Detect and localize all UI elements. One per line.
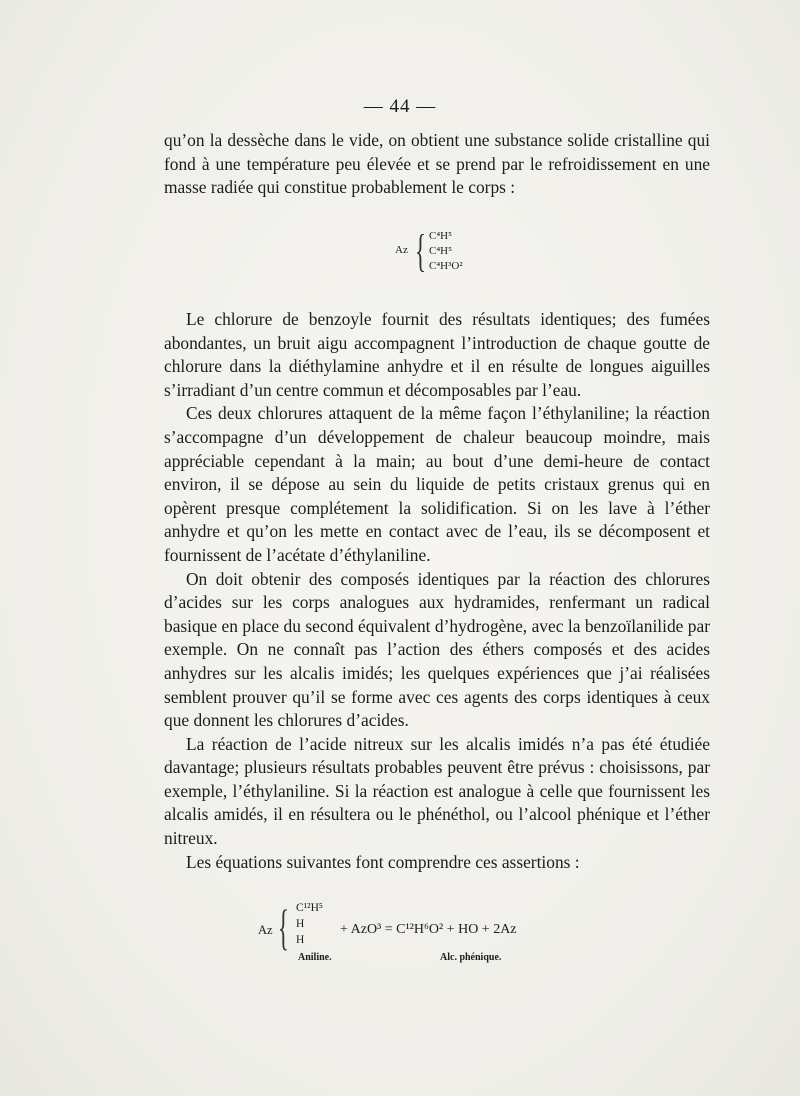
paragraph: qu’on la dessèche dans le vide, on obtient une substance solide cristalline qui fond à une température peu élevée et se prend par le refroidissement en une masse radiée qui constitue probablement le corps :: [164, 130, 710, 198]
text-block-top: [164, 129, 710, 200]
formula-row: C⁴H⁵: [429, 230, 452, 242]
equation-rhs: + AzO³ = C¹²H⁶O² + HO + 2Az: [340, 922, 517, 937]
paragraph: Ces deux chlorures attaquent de la même façon l’éthylaniline; la réaction s’accompagne d’un développement de chaleur beaucoup moindre, mais appréciable cependant à la main; au bout d’une demi-heure de contact environ, il se dépose au sein du liquide de petits cristaux grenus qui en opèrent presque complétement la solidification. Si on les lave à l’éther anhydre et qu’on les mette en contact avec de l’eau, ils se décomposent et fournissent de l’acétate d’éthylaniline.: [164, 403, 710, 565]
brace-icon: {: [278, 899, 289, 955]
caption-aniline: Aniline.: [298, 952, 332, 963]
paragraph: La réaction de l’acide nitreux sur les alcalis imidés n’a pas été étudiée davantage; plusieurs résultats probables peuvent être prévus : choisissons, par exemple, l’éthylaniline. Si la réaction est analogue à celle que fournissent les alcalis amidés, il en résultera ou le phénéthol, ou l’alcool phénique et l’éther nitreux.: [164, 733, 710, 849]
formula-az: Az: [258, 923, 273, 937]
paragraph: On doit obtenir des composés identiques par la réaction des chlorures d’acides sur les corps analogues aux hydramides, renfermant un radical basique en place du second équivalent d’hydrogène, avec la benzoïlanilide par exemple. On ne connaît pas l’action des éthers composés et des acides anhydres sur les alcalis imidés; les quelques expériences que j’ai réalisées semblent prouver qu’il se forme avec ces agents des corps identiques à ceux que donnent les chlorures d’acides.: [164, 568, 710, 731]
brace-icon: {: [415, 225, 427, 276]
paragraph: Le chlorure de benzoyle fournit des résultats identiques; des fumées abondantes, un bruit aigu accompagnent l’introduction de chaque goutte de chlorure dans la diéthylamine anhydre et il en résulte de longues aiguilles s’irradiant d’un centre commun et décomposables par l’eau.: [164, 309, 710, 400]
paragraph: Les équations suivantes font comprendre ces assertions :: [186, 851, 580, 872]
formula-rows: [296, 900, 323, 948]
formula-row: C¹²H⁵: [296, 902, 323, 914]
formula-row: C⁴H⁵: [429, 245, 452, 257]
page-number: — 44 —: [363, 96, 437, 117]
chemical-formula-triethyl: [395, 226, 515, 282]
text-block-main: [164, 308, 710, 874]
formula-row: H: [296, 918, 305, 930]
formula-az: Az: [395, 244, 408, 256]
formula-rows: [429, 229, 463, 274]
chemical-equation: [258, 900, 618, 970]
caption-alc-phenique: Alc. phénique.: [440, 952, 502, 963]
formula-row: H: [296, 934, 305, 946]
formula-row: C⁴H³O²: [429, 260, 463, 272]
